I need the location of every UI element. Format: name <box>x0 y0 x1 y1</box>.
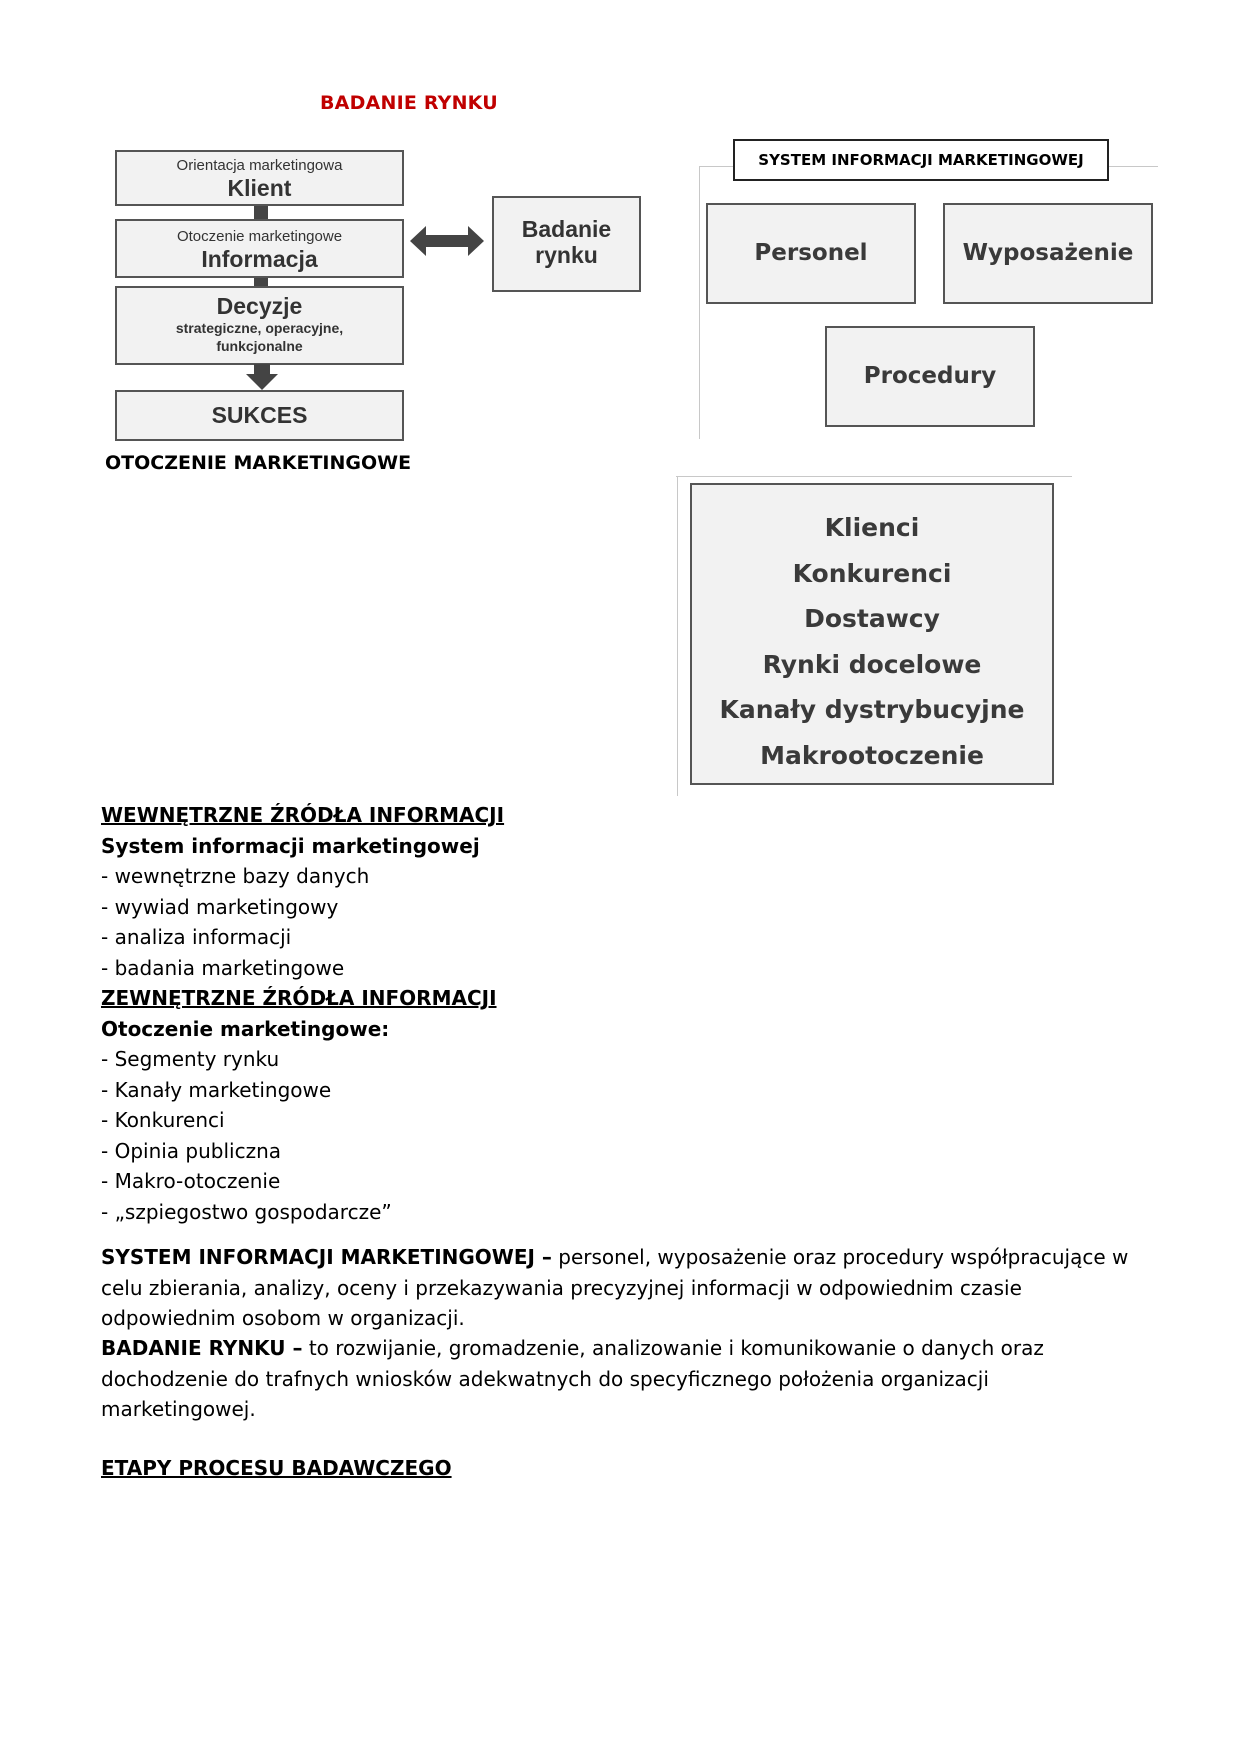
flow-box-badanie-rynku <box>492 196 641 292</box>
list-item: - wewnętrzne bazy danych <box>101 864 370 888</box>
definition-term: SYSTEM INFORMACJI MARKETINGOWEJ – <box>101 1245 552 1269</box>
flow-box-small-label: Orientacja marketingowa <box>176 157 343 174</box>
side-box-line-2: rynku <box>535 242 598 268</box>
flow-box-klient <box>115 150 404 206</box>
arrow-down-icon <box>246 364 278 390</box>
double-arrow-icon <box>410 224 484 258</box>
flow-box-big-label: SUKCES <box>211 402 308 428</box>
definition-text: personel, wyposażenie oraz procedury współpracujące w celu zbierania, analizy, oceny i przekazywania precyzyjnej informacji w odpowiednim czasie odpowiednim osobom w organizacji. <box>101 1245 1129 1330</box>
list-item: - badania marketingowe <box>101 955 345 980</box>
frame-line <box>1108 166 1158 167</box>
environment-box <box>690 483 1054 785</box>
frame-line <box>700 166 734 167</box>
flow-box-decyzje <box>115 286 404 365</box>
connector-line <box>254 206 268 220</box>
flow-box-sukces <box>115 390 404 441</box>
definition-badanie-rynku <box>101 1333 1141 1425</box>
diagram-caption: OTOCZENIE MARKETINGOWE <box>105 452 412 474</box>
frame-line <box>699 166 700 439</box>
environment-item: Rynki docelowe <box>762 649 982 679</box>
flow-box-small-label: Otoczenie marketingowe <box>176 228 343 245</box>
list-item: - analiza informacji <box>101 925 292 949</box>
list-item: - Makro-otoczenie <box>101 1169 281 1193</box>
flow-box-big-label: Decyzje <box>216 293 303 319</box>
environment-item: Makrootoczenie <box>760 740 984 770</box>
sim-title: SYSTEM INFORMACJI MARKETINGOWEJ <box>733 139 1109 181</box>
environment-item: Konkurenci <box>792 558 952 588</box>
environment-item: Klienci <box>824 513 920 542</box>
external-sources-heading: ZEWNĘTRZNE ŹRÓDŁA INFORMACJI <box>101 986 497 1010</box>
frame-line <box>676 476 1072 477</box>
page-title: BADANIE RYNKU <box>320 92 498 114</box>
flow-box-big-label: Klient <box>227 175 292 201</box>
list-item: - wywiad marketingowy <box>101 894 339 919</box>
environment-item: Dostawcy <box>804 604 940 633</box>
flow-box-small-label: strategiczne, operacyjne, funkcjonalne <box>175 320 344 354</box>
sim-box-wyposazenie: Wyposażenie <box>943 203 1153 304</box>
flow-box-big-label: Informacja <box>201 246 318 272</box>
side-box-line-1: Badanie <box>521 216 612 242</box>
sim-box-procedury: Procedury <box>825 326 1035 427</box>
flow-box-informacja <box>115 219 404 278</box>
sources-section <box>101 800 504 1227</box>
sim-box-personel: Personel <box>706 203 916 304</box>
definition-text: to rozwijanie, gromadzenie, analizowanie i komunikowanie o danych oraz dochodzenie do trafnych wniosków adekwatnych do specyficznego położenia organizacji marketingowej. <box>101 1336 1044 1421</box>
list-item: - „szpiegostwo gospodarcze” <box>101 1199 392 1224</box>
frame-line <box>677 476 678 796</box>
definition-term: BADANIE RYNKU – <box>101 1336 303 1360</box>
definition-sim <box>101 1242 1141 1334</box>
list-item: - Kanały marketingowe <box>101 1077 332 1102</box>
internal-sources-heading: WEWNĘTRZNE ŹRÓDŁA INFORMACJI <box>101 803 505 827</box>
list-item: - Opinia publiczna <box>101 1138 282 1163</box>
environment-item: Kanały dystrybucyjne <box>719 695 1025 724</box>
external-sources-subheading: Otoczenie marketingowe: <box>101 1016 390 1041</box>
list-item: - Konkurenci <box>101 1108 225 1132</box>
stages-heading: ETAPY PROCESU BADAWCZEGO <box>101 1456 452 1480</box>
internal-sources-subheading: System informacji marketingowej <box>101 833 480 858</box>
list-item: - Segmenty rynku <box>101 1047 280 1071</box>
